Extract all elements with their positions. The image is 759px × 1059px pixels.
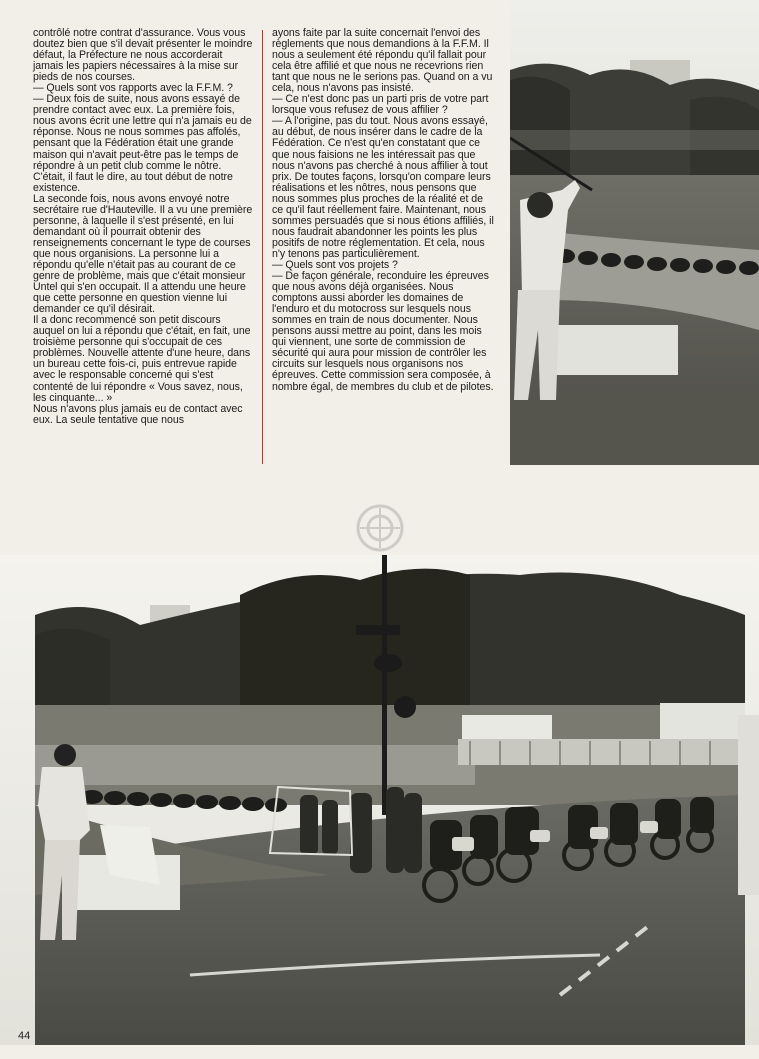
page-number: 44 <box>18 1030 31 1042</box>
question: — Quels sont vos projets ? <box>272 258 398 271</box>
paragraph: — A l'origine, pas du tout. Nous avons essayé, au début, de nous insérer dans le cadre de la Fédération. Ce n'est qu'en constatant que ce que nous faisions ne les intéressait pas que nous n'avons pas cherché à nous affilier à tout prix. De toutes façons, lorsqu'on compare leurs réalisations et les nôtres, nous pensons que nous sommes plus proches de la réalité et de ce qu'il faut réellement faire. Maintenant, nous sommes persuadés que si nous étions affiliés, il nous faudrait abandonner les points les plus positifs de notre réglementation. Et cela, nous n'y tenons pas particulièrement. <box>272 115 494 260</box>
column-divider-rule <box>262 30 263 464</box>
paragraph: ayons faite par la suite concernait l'envoi des règlements que nous demandions à la F.F.M. Il nous a seulement été répondu qu'il fallait pour cela être affilié et que nous ne recevrions rien tant que nous ne le serions pas. Quand on a vu cela, nous n'avons pas insisté. <box>272 27 493 95</box>
paragraph: — De façon générale, reconduire les épreuves que nous avons déjà organisées. Nous comptons aussi aborder les domaines de l'enduro et du motocross sur lesquels nous sommes en train de nous documenter. Nous pensons aussi mettre au point, dans les mois qui viennent, une sorte de commission de sécurité qui aura pour mission de contrôler les circuits sur lesquels nous organisons nos épreuves. Cette commission sera composée, à nombre égal, de membres du club et de pilotes. <box>272 270 494 393</box>
photo-race-start <box>0 555 759 1045</box>
watermark-stamp <box>352 500 408 556</box>
article-column-middle <box>272 28 494 393</box>
paragraph: contrôlé notre contrat d'assurance. Vous vous doutez bien que s'il devait présenter le moindre défaut, la Préfecture ne nous accorderait jamais les papiers nécessaires à la mise sur pieds de nos courses. <box>33 27 253 84</box>
question: — Quels sont vos rapports avec la F.F.M. ? <box>33 82 233 95</box>
paragraph: Il a donc recommencé son petit discours auquel on lui a répondu que c'était, en fait, une troisième personne qui s'occupait de ces problèmes. Nouvelle attente d'une heure, dans un bureau cette fois-ci, puis entrevue rapide avec le responsable concerné qui s'est contenté de lui répondre « Vous savez, nous, les cinquante... » <box>33 314 251 404</box>
paragraph: La seconde fois, nous avons envoyé notre secrétaire rue d'Hauteville. Il a vu une première personne, à laquelle il s'est présenté, en lui demandant où il pourrait obtenir des renseignements concernant le type de courses que nous organisions. La personne lui a répondu qu'elle n'était pas au courant de ce genre de problème, mais que c'était monsieur Untel qui s'en occupait. Il a attendu une heure que cette personne en question vienne lui demander ce qu'il désirait. <box>33 192 253 316</box>
question: — Ce n'est donc pas un parti pris de votre part lorsque vous refusez de vous affilier ? <box>272 93 489 117</box>
paragraph: — Deux fois de suite, nous avons essayé de prendre contact avec eux. La première fois, nous avons écrit une lettre qui n'a jamais eu de réponse. Nous ne nous sommes pas affolés, pensant que la Fédération était une grande maison qui n'avait peut-être pas le temps de répondre à un petit club comme le nôtre. C'était, il faut le dire, au tout début de notre existence. <box>33 93 252 194</box>
article-column-left <box>33 28 255 426</box>
photo-flag-marshal <box>510 0 759 465</box>
paragraph: Nous n'avons plus jamais eu de contact avec eux. La seule tentative que nous <box>33 402 243 426</box>
